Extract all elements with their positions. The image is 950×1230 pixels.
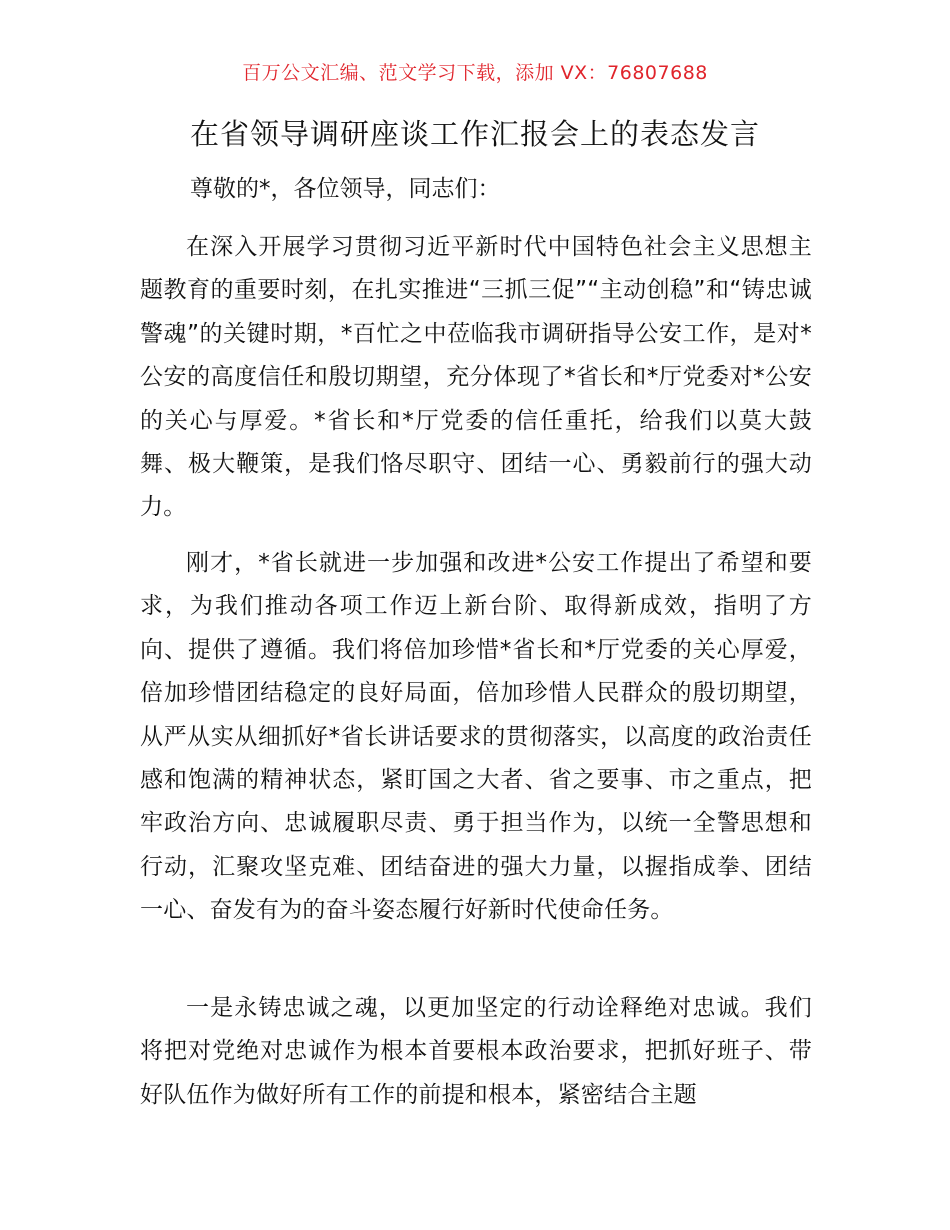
salutation: 尊敬的*，各位领导，同志们： — [190, 176, 501, 202]
paragraph-3: 一是永铸忠诚之魂，以更加坚定的行动诠释绝对忠诚。我们将把对党绝对忠诚作为根本首要根本政治要求，把抓好班子、带好队伍作为做好所有工作的前提和根本，紧密结合主题 — [140, 995, 812, 1108]
document-title: 在省领导调研座谈工作汇报会上的表态发言 — [189, 117, 760, 151]
header-watermark: 百万公文汇编、范文学习下载，添加 VX：76807688 — [242, 62, 708, 84]
paragraph-2: 刚才，*省长就进一步加强和改进*公安工作提出了希望和要求，为我们推动各项工作迈上新台阶、取得新成效，指明了方向、提供了遵循。我们将倍加珍惜*省长和*厅党委的关心厚爱，倍加珍惜团结稳定的良好局面，倍加珍惜人民群众的殷切期望，从严从实从细抓好*省长讲话要求的贯彻落实，以高度的政治责任感和饱满的精神状态，紧盯国之大者、省之要事、市之重点，把牢政治方向、忠诚履职尽责、勇于担当作为，以统一全警思想和行动，汇聚攻坚克难、团结奋进的强大力量，以握指成拳、团结一心、奋发有为的奋斗姿态履行好新时代使命任务。 — [140, 550, 812, 924]
paragraph-1: 在深入开展学习贯彻习近平新时代中国特色社会主义思想主题教育的重要时刻，在扎实推进“三抓三促”“主动创稳”和“铸忠诚警魂”的关键时期，*百忙之中莅临我市调研指导公安工作，是对*公安的高度信任和殷切期望，充分体现了*省长和*厅党委对*公安的关心与厚爱。*省长和*厅党委的信任重托，给我们以莫大鼓舞、极大鞭策，是我们恪尽职守、团结一心、勇毅前行的强大动力。 — [140, 234, 812, 521]
